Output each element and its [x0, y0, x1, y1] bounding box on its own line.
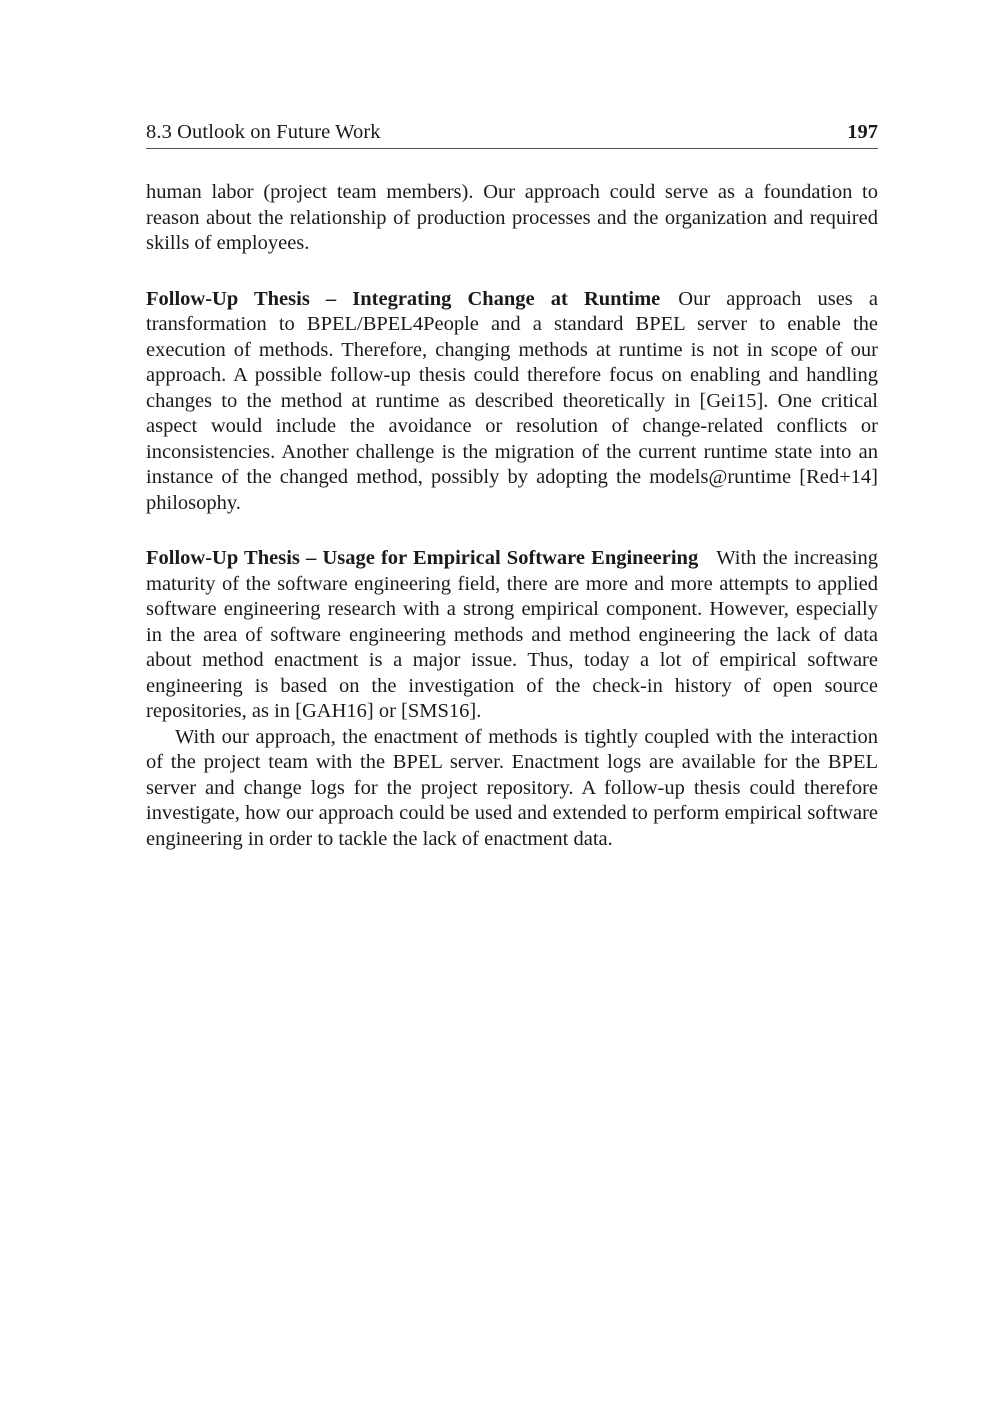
section-title: 8.3 Outlook on Future Work — [146, 121, 381, 143]
paragraph-integrating-change — [146, 287, 878, 517]
paragraph — [146, 725, 878, 853]
body-text — [146, 180, 878, 852]
paragraph-text: human labor (project team members). Our approach could serve as a foundation to reason about the relationship of production processes and the organization and required skills of employees. — [146, 181, 878, 254]
running-header — [146, 119, 878, 149]
paragraph-text: With the increasing maturity of the software engineering field, there are more and more attempts to applied software engineering research with a strong empirical component. However, especially in the area of software engineering methods and method engineering the lack of data about method enactment is a major issue. Thus, today a lot of empirical software engineering is based on the investigation of the check-in history of open source repositories, as in [GAH16] or [SMS16]. — [146, 547, 878, 722]
paragraph — [146, 180, 878, 257]
paragraph-text: Our approach uses a transformation to BPEL/BPEL4People and a standard BPEL server to enable the execution of methods. Therefore, changing methods at runtime is not in scope of our approach. A possible follow-up thesis could therefore focus on enabling and handling changes to the method at runtime as described theoretically in [Gei15]. One critical aspect would include the avoidance or resolution of change-related conflicts or inconsistencies. Another challenge is the migration of the current runtime state into an instance of the changed method, possibly by adopting the models@runtime [Red+14] philosophy. — [146, 287, 878, 514]
run-in-heading: Follow-Up Thesis – Integrating Change at Runtime — [146, 287, 661, 310]
run-in-heading: Follow-Up Thesis – Usage for Empirical Software Engineering — [146, 547, 699, 569]
paragraph-empirical-se — [146, 546, 878, 725]
paragraph-text: With our approach, the enactment of methods is tightly coupled with the interaction of the project team with the BPEL server. Enactment logs are available for the BPEL server and change logs for the project repository. A follow-up thesis could therefore investigate, how our approach could be used and extended to perform empirical software engineering in order to tackle the lack of enactment data. — [146, 725, 878, 850]
page-number: 197 — [847, 121, 878, 143]
